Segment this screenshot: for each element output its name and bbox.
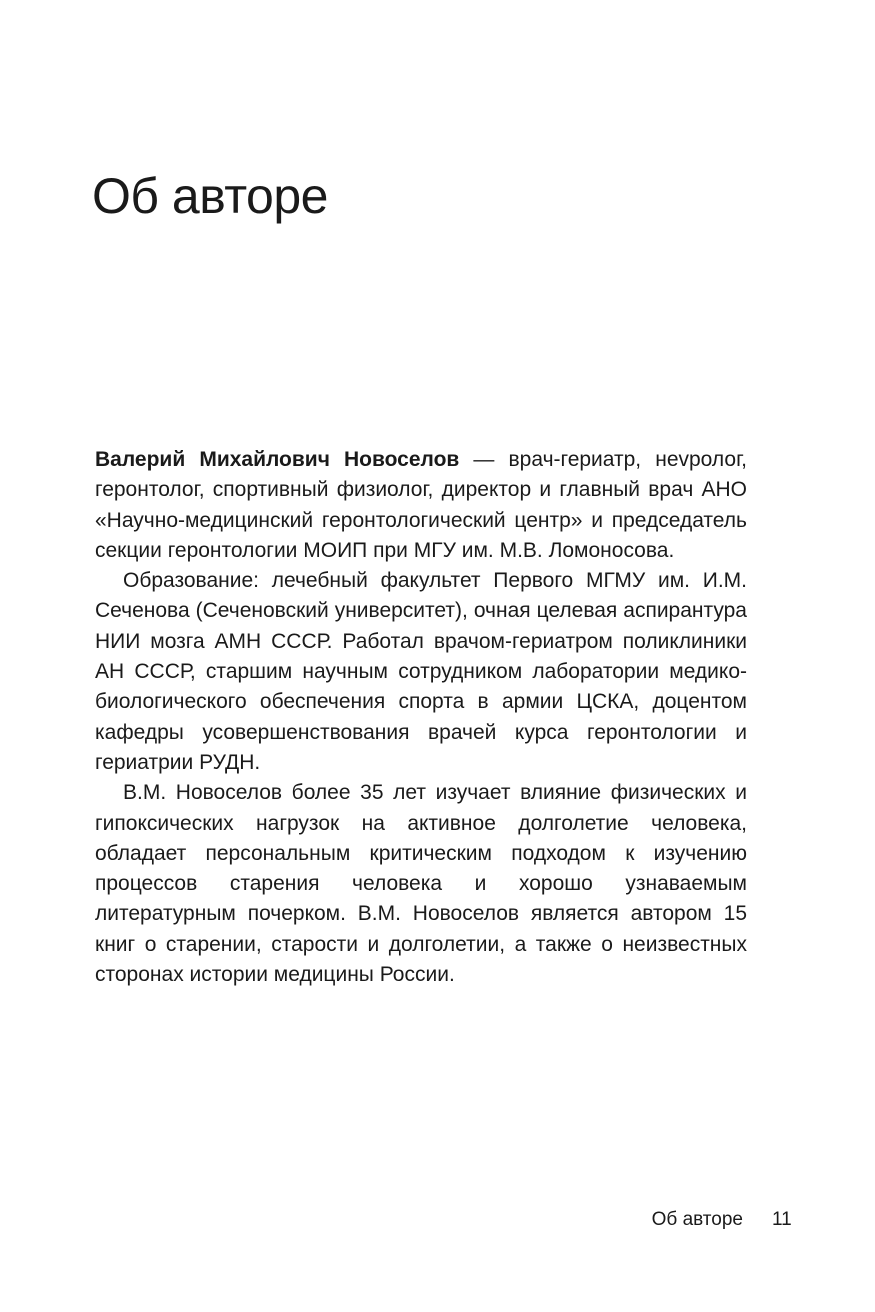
running-title: Об авторе xyxy=(651,1209,743,1230)
paragraph-education: Образование: лечебный факультет Первого МГМУ им. И.М. Сеченова (Сеченовский университет), очная целевая аспирантура НИИ мозга АМН СССР. Работал врачом-гериатром поликлиники АН СССР, старшим научным сотрудником лаборатории медико-биологического обеспечения спорта в армии ЦСКА, доцентом кафедры усовершенствования врачей курса геронтологии и гериатрии РУДН. xyxy=(95,569,747,774)
running-footer xyxy=(0,1207,875,1233)
paragraph-research: В.М. Новоселов более 35 лет изучает влияние физических и гипоксических нагрузок на активное долголетие человека, обладает персональным критическим подходом к изучению процессов старения человека и хорошо узнаваемым литературным почерком. В.М. Новоселов является автором 15 книг о старении, старости и долголетии, а также о неизвестных сторонах истории медицины России. xyxy=(95,781,747,987)
paragraph-intro xyxy=(95,445,747,566)
about-author-text xyxy=(95,445,747,990)
chapter-title: Об авторе xyxy=(92,168,328,224)
paragraph-intro-text: — врач-гериатр, неvролог, геронтолог, спортивный физиолог, директор и главный врач АНО «Научно-медицинский геронтологический центр» и председатель секции геронтологии МОИП при МГУ им. М.В. Ломоносова. xyxy=(95,448,747,562)
page-number: 11 xyxy=(772,1209,792,1230)
author-name: Валерий Михайлович Новоселов xyxy=(95,448,460,471)
